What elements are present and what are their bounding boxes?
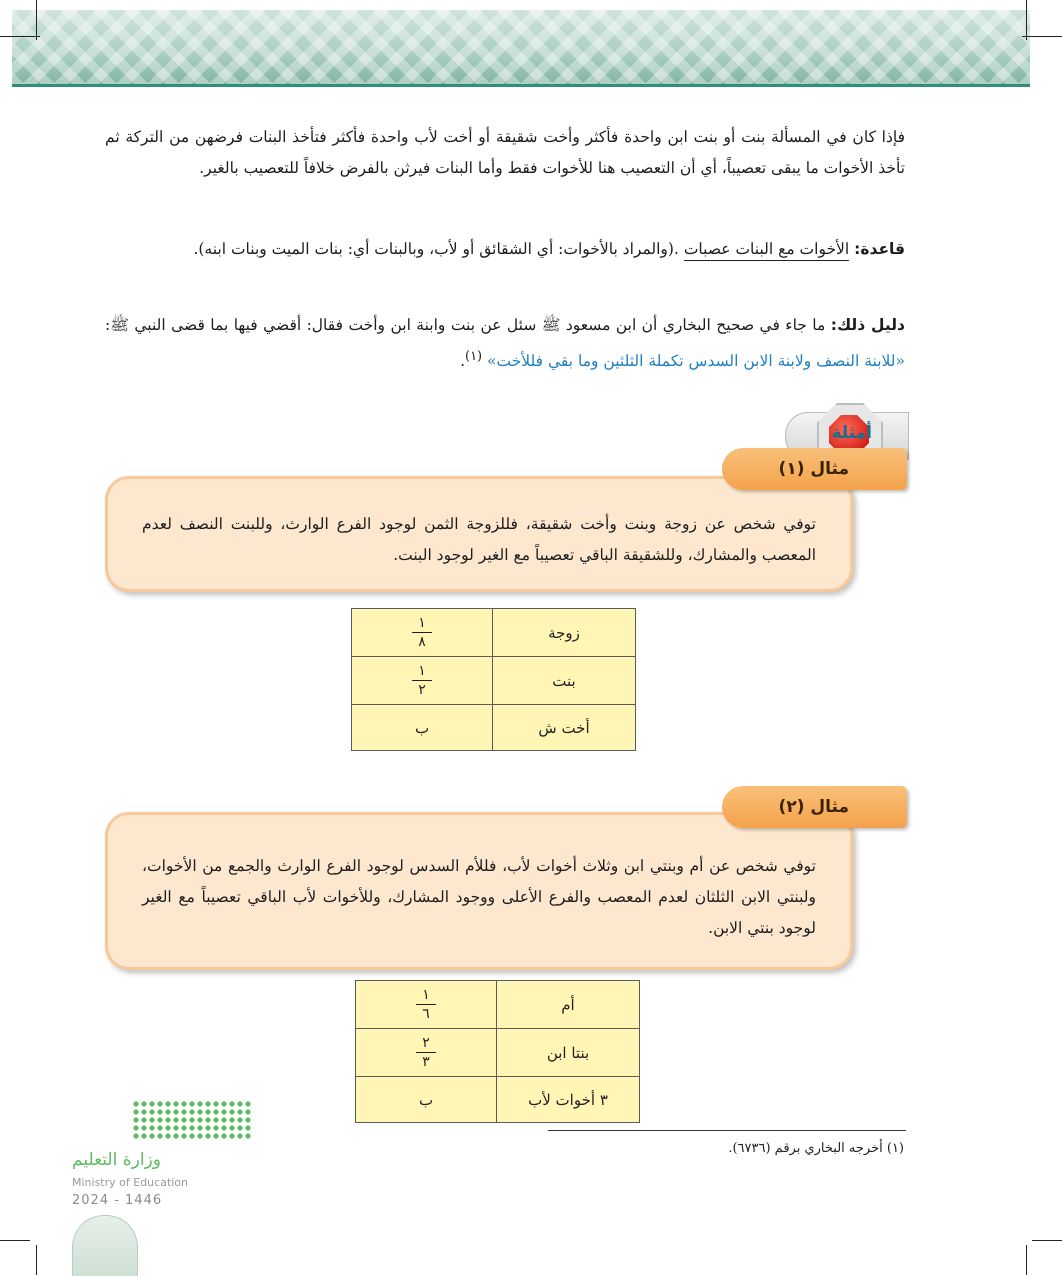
table-row	[352, 609, 636, 657]
edition-year: 2024 - 1446	[72, 1193, 163, 1208]
crop-mark	[36, 1245, 37, 1275]
heir-cell: أخت ش	[493, 705, 636, 751]
banner-divider	[12, 84, 1030, 87]
ministry-logo-icon	[132, 1100, 252, 1140]
table-row	[352, 705, 636, 751]
heir-cell: زوجة	[493, 609, 636, 657]
fraction-numerator: ١	[416, 988, 436, 1005]
share-cell	[352, 657, 493, 705]
rule-label: قاعدة:	[854, 240, 905, 258]
heir-cell: أم	[497, 981, 640, 1029]
section-title: أمثلة	[831, 423, 872, 443]
rule-paragraph	[105, 234, 905, 265]
fraction-denominator: ٦	[422, 1005, 430, 1022]
footnote-reference: (١)	[465, 349, 483, 364]
fraction	[416, 1036, 436, 1069]
share-cell: ب	[352, 705, 493, 751]
fraction	[412, 616, 432, 649]
footnote-divider	[548, 1130, 906, 1131]
evidence-label: دليل ذلك:	[830, 316, 905, 334]
example-2-text: توفي شخص عن أم وبنتي ابن وثلاث أخوات لأب، فللأم السدس لوجود الفرع الوارث والجمع من الأخوات، ولبنتي الابن الثلثان لعدم المعصب والفرع الأعلى ووجود المشارك، وللأخوات لأب الباقي تعصيباً مع الغير لوجود بنتي الابن.	[142, 857, 816, 937]
share-cell	[356, 981, 497, 1029]
crop-mark	[1026, 1245, 1027, 1275]
fraction	[416, 988, 436, 1021]
crop-mark	[0, 1240, 30, 1241]
crop-mark	[0, 36, 40, 37]
fraction-numerator: ٢	[416, 1036, 436, 1053]
example-1-table	[351, 608, 636, 751]
table-row	[356, 1077, 640, 1123]
example-2-box	[105, 812, 853, 970]
header-banner	[12, 10, 1030, 86]
rule-text: الأخوات مع البنات عصبات	[684, 240, 849, 261]
example-1-label: مثال (١)	[722, 448, 907, 490]
share-cell	[356, 1029, 497, 1077]
fraction-denominator: ٣	[422, 1053, 430, 1070]
share-cell	[352, 609, 493, 657]
ministry-name-english: Ministry of Education	[72, 1176, 189, 1189]
ministry-name-arabic: وزارة التعليم	[72, 1150, 161, 1170]
intro-text: فإذا كان في المسألة بنت أو بنت ابن واحدة فأكثر وأخت شقيقة أو أخت لأب واحدة فأكثر فتأخذ البنات فرضهن من التركة ثم تأخذ الأخوات ما يبقى تعصيباً، أي أن التعصيب هنا للأخوات فقط وأما البنات فيرثن بالفرض خلافاً للتعصيب بالغير.	[105, 128, 905, 177]
fraction	[412, 664, 432, 697]
heir-cell: ٣ أخوات لأب	[497, 1077, 640, 1123]
crop-mark	[1032, 1240, 1062, 1241]
hadith-text: «للابنة النصف ولابنة الابن السدس تكملة الثلثين وما بقي فللأخت»	[486, 352, 905, 371]
crop-mark	[36, 0, 37, 40]
evidence-paragraph: دليل ذلك: ما جاء في صحيح البخاري أن ابن مسعود ﷺ سئل عن بنت وابنة ابن وأخت فقال: أقضي فيها بما قضى النبي ﷺ: «للابنة النصف ولابنة الابن السدس تكملة الثلثين وما بقي فللأخت» $^{(١)}$.	[105, 316, 905, 371]
table-row	[356, 981, 640, 1029]
heir-cell: بنتا ابن	[497, 1029, 640, 1077]
crop-mark	[1022, 36, 1062, 37]
example-1-box	[105, 476, 853, 592]
fraction-numerator: ١	[412, 664, 432, 681]
example-2-label: مثال (٢)	[722, 786, 907, 828]
fraction-denominator: ٢	[418, 681, 426, 698]
rule-note: .(والمراد بالأخوات: أي الشقائق أو لأب، وبالبنات أي: بنات الميت وبنات ابنه).	[193, 240, 679, 258]
table-row	[356, 1029, 640, 1077]
crop-mark	[1026, 0, 1027, 40]
table-row	[352, 657, 636, 705]
footnote: (١) أخرجه البخاري برقم (٦٧٣٦).	[728, 1141, 904, 1156]
example-2-table	[355, 980, 640, 1123]
intro-paragraph	[105, 122, 905, 184]
arch-decoration	[72, 1215, 138, 1276]
fraction-numerator: ١	[412, 616, 432, 633]
evidence-text: ما جاء في صحيح البخاري أن ابن مسعود ﷺ سئل عن بنت وابنة ابن وأخت فقال: أقضي فيها بما قضى النبي ﷺ:	[105, 316, 826, 334]
example-1-text: توفي شخص عن زوجة وبنت وأخت شقيقة، فللزوجة الثمن لوجود الفرع الوارث، وللبنت النصف لعدم المعصب والمشارك، وللشقيقة الباقي تعصيباً مع الغير لوجود البنت.	[142, 515, 816, 564]
share-cell: ب	[356, 1077, 497, 1123]
fraction-denominator: ٨	[418, 633, 426, 650]
heir-cell: بنت	[493, 657, 636, 705]
